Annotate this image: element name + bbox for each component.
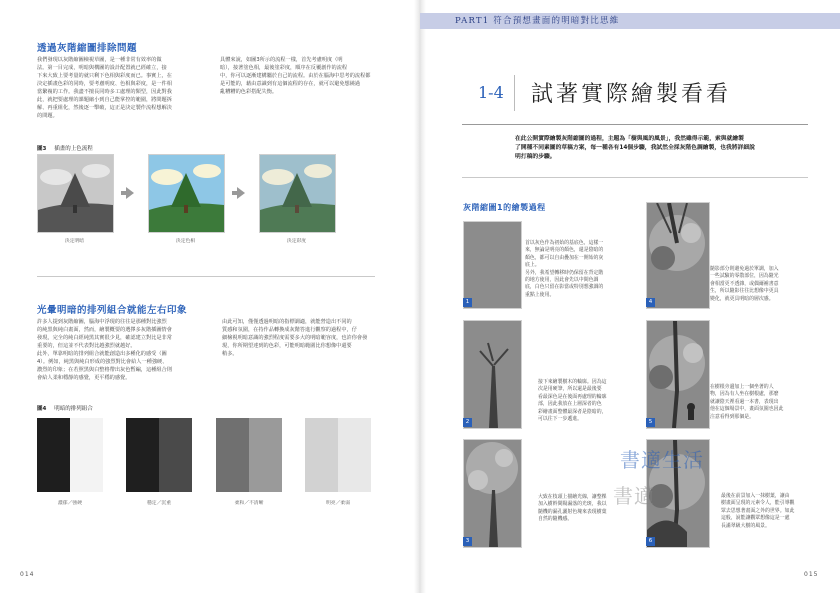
text-line: 次是用硬筆，所以還是最後要 — [538, 386, 602, 393]
watermark: 書適 — [613, 484, 655, 508]
text-line: 的純黑與純白畫面，然而，繪製概要的選擇多灰階插圖情會 — [37, 327, 172, 333]
text-line: 變化，就更具明暗的層次感。 — [710, 295, 774, 302]
text-line: 明打稿的步驟。 — [515, 154, 556, 160]
section-title: 灰階縮圖1的繪製過程 — [463, 203, 546, 212]
text-line: 4）。例如，純黑與純白形成的強烈對比會給人一種強硬、 — [37, 359, 168, 365]
step-number: 1 — [463, 298, 472, 307]
text-line: 許多人提到灰階縮圖，腦海中浮現的往往是那種對比強烈 — [37, 319, 167, 325]
chapter-intro — [515, 135, 808, 162]
text-line: 大致在枝頭上描繪光線，讓整棵 — [538, 494, 607, 500]
text-line: 自然的隨機感。 — [538, 516, 573, 523]
body-column — [220, 56, 375, 96]
text-line: 眾去思想著畫面之外的世界。如此 — [721, 507, 795, 514]
contrast-swatch — [216, 418, 282, 492]
text-line: 最後在前景加入一抹樹葉，讓由 — [721, 493, 790, 499]
text-line: 首以灰色作為初始的基底色，這樣一 — [525, 240, 604, 246]
text-line: 另外，我希望轉移時仍保留在背定階 — [525, 269, 604, 276]
text-line: 物，因為有人坐在樹根處，那麼 — [710, 391, 779, 398]
text-line: 底，白色只留在影當或特別想強調的 — [525, 284, 604, 291]
text-line: 長滿翠級大樹的風景。 — [721, 522, 770, 529]
figure-number: 圖3 — [37, 146, 47, 152]
text-line: 當繁複的工作。我盡不擅長同時多工處理的類型，因此對我 — [37, 89, 172, 95]
text-line: 這般，說能讓觀眾想像這是一處 — [721, 515, 790, 522]
step-image — [646, 202, 710, 309]
body-column — [37, 56, 215, 120]
figure-thumbnail-saturation — [259, 154, 336, 233]
step-number: 5 — [646, 418, 655, 427]
chapter-divider — [514, 75, 515, 111]
step-number: 2 — [463, 418, 472, 427]
divider — [462, 124, 808, 125]
text-line: 質感和氛圍，在持作品轉換成灰階答進行觀察的過程中，仔 — [222, 327, 357, 333]
text-line: 看最深色是在後面再處理的輪廓 — [538, 393, 607, 400]
text-line: 具體來說，如圖3所示的流程一樣，首先考慮明度（明 — [220, 57, 343, 63]
step-number: 4 — [646, 298, 655, 307]
text-line: 會相當更不透雜，或偶爾補書意 — [710, 280, 779, 287]
text-line: 由此可知，僅僅透過明暗的指標調適，就能營造出不同的 — [222, 319, 352, 325]
text-line: 下來大致上要考量的就只剩下色相與彩度而已。事實上，在 — [37, 73, 172, 79]
text-line: 我們發現以灰階縮圖檢視草圖，是一種非常有效率的做 — [37, 57, 162, 63]
text-line: 重要的，但這並不代表對比越強烈就越好。 — [37, 343, 136, 349]
figure-number: 圖4 — [37, 406, 47, 412]
step-image — [463, 439, 522, 548]
divider — [37, 276, 375, 277]
text-line: 法。第一目完成，明暗與構圖的設計配置就已經確立，接 — [37, 65, 167, 71]
text-line: 底上。 — [525, 262, 540, 269]
figure-caption: 決定明暗 — [64, 239, 85, 244]
figure-label — [37, 144, 93, 152]
text-line: 此外，單靠明暗的排列組合就能創造出多種化的感受（圖 — [37, 351, 167, 357]
swatch-caption: 穩定／沉重 — [147, 501, 171, 506]
contrast-swatch — [305, 418, 371, 492]
contrast-swatch — [126, 418, 192, 492]
chapter-title: 試著實際繪製看看 — [531, 82, 732, 107]
text-line: 在樹根旁邊加上一個坐著的人 — [710, 384, 774, 390]
contrast-swatch — [37, 418, 103, 492]
section-title: 光暈明暗的排列組合就能左右印象 — [37, 305, 188, 316]
text-line: 顏色，都可以自由疊加在一開始的灰 — [525, 254, 604, 261]
step-image — [646, 320, 710, 429]
text-line: 接下來繪製樹木的輪廓。因為這 — [538, 379, 607, 385]
figure-thumbnail-color — [148, 154, 225, 233]
text-line: 加入樹幹間陽漏落的光斑，我以 — [538, 501, 607, 508]
step-image — [463, 221, 522, 309]
text-line: 此，就把要處理的課題縮小到自己能掌控的範圍，將問題拆 — [37, 97, 172, 103]
swatch-caption: 明亮／柔弱 — [326, 501, 350, 506]
body-column — [222, 318, 377, 358]
figure-label — [37, 404, 93, 412]
text-line: 他在這個場景中，畫面氛圍也因此 — [710, 406, 784, 413]
text-line: 來，無論是明亮的顏色，還是陰暗的 — [525, 247, 604, 254]
text-line: 解、再重組化，然後逐一擊破，這正是決定製作流程想解決 — [37, 105, 172, 111]
text-line: 注意看得到那個是。 — [710, 413, 755, 420]
swatch-caption: 柔和／不清晰 — [234, 501, 264, 506]
flow-arrow-head — [237, 187, 245, 199]
figure-title: 明暗的排列組合 — [54, 406, 93, 412]
text-line: 亂糟糟的色彩搭配失衡。 — [220, 89, 278, 95]
text-line: 發現，完全的純白經純黑其實很少見，確認建立對比是非常 — [37, 335, 172, 341]
text-line: 稍多。 — [222, 351, 238, 357]
step-description — [710, 266, 808, 303]
step-number: 6 — [646, 537, 655, 546]
text-line: 隨機的漏孔灑射色塊來表現樹葉 — [538, 508, 607, 515]
step-description — [710, 384, 808, 421]
text-line: 暗），接著塗色相，最後塗彩度，順序在反覆創作的流程 — [220, 65, 348, 71]
text-line: 現，你所期望達到的色彩，可能明暗範圍比你想像中還要 — [222, 343, 352, 349]
text-line: 決定插畫色彩的同時，要考慮明度、色相與彩度，是一件相 — [37, 81, 172, 87]
flow-arrow-head — [126, 187, 134, 199]
step-description — [538, 379, 625, 423]
text-line: 可以往下一步遞進。 — [538, 416, 583, 423]
watermark: 書適生活 — [620, 448, 704, 472]
chapter-number: 1-4 — [478, 83, 504, 102]
text-line: 的地方使用，因此會先以中間色調 — [525, 277, 599, 284]
book-gutter — [414, 0, 426, 593]
text-line: 就讓陰天裡看過一本書，表現出 — [710, 398, 779, 405]
page-number: 015 — [804, 571, 819, 578]
step-image — [463, 320, 522, 429]
text-line: 了開種不同素圖的草稿方案，每一種各有14個步驟，我試然全採灰階色調繪製，也我將詳細說 — [515, 145, 755, 151]
text-line: 中，你可以逐漸建構屬於自己的流程。由於在腦海中思考的流程都 — [220, 73, 371, 79]
step-description — [538, 494, 625, 524]
step-description — [525, 240, 625, 299]
body-column — [37, 318, 215, 382]
text-line: 彩繪畫面整體最深者是陰暗的， — [538, 408, 607, 415]
text-line: 是可能的，藉由意識到有這個流程的存在，就可以避免想繞過 — [220, 81, 361, 87]
text-line: 在此公開實際繪製灰階縮圖的過程，主題為「樹與風的風景」，我然雖得示範，索與就繪製 — [515, 136, 744, 142]
text-line: 濃烈的印象；在若照黑與白整格帶出灰色暫編，這種組合則 — [37, 367, 172, 373]
text-line: 一些試驗的零散部位，因為隨光 — [710, 273, 779, 280]
figure-caption: 決定彩度 — [286, 239, 307, 244]
text-line: 會給人柔和穩靜的感覺，更平穩的感覺。 — [37, 375, 131, 381]
text-line: 隨影部分則避免過於單調，加入 — [710, 266, 779, 272]
text-line: 部，因此我放在上層深者的色 — [538, 401, 602, 408]
text-line: 細檢視明暗意識的強烈程度需要多大的明暗範容度，也許你會發 — [222, 335, 368, 341]
figure-thumbnail-grayscale — [37, 154, 114, 233]
part-header: PART1 符合預想畫面的明暗對比思維 — [455, 16, 620, 26]
section-title: 透過灰階縮圖排除問題 — [37, 43, 138, 54]
step-number: 3 — [463, 537, 472, 546]
figure-caption: 決定色相 — [175, 239, 196, 244]
text-line: 生，所以隨影往往比想像中更具 — [710, 288, 779, 295]
text-line: 的問題。 — [37, 113, 58, 119]
step-description — [721, 493, 808, 530]
figure-title: 插畫的上色流程 — [54, 146, 93, 152]
divider — [462, 177, 808, 178]
page-number: 014 — [20, 571, 35, 578]
swatch-caption: 濃郁／強硬 — [58, 501, 82, 506]
text-line: 重點上使用。 — [525, 291, 555, 298]
text-line: 樹畫面呈現的元素令人，能引導觀 — [721, 500, 795, 507]
